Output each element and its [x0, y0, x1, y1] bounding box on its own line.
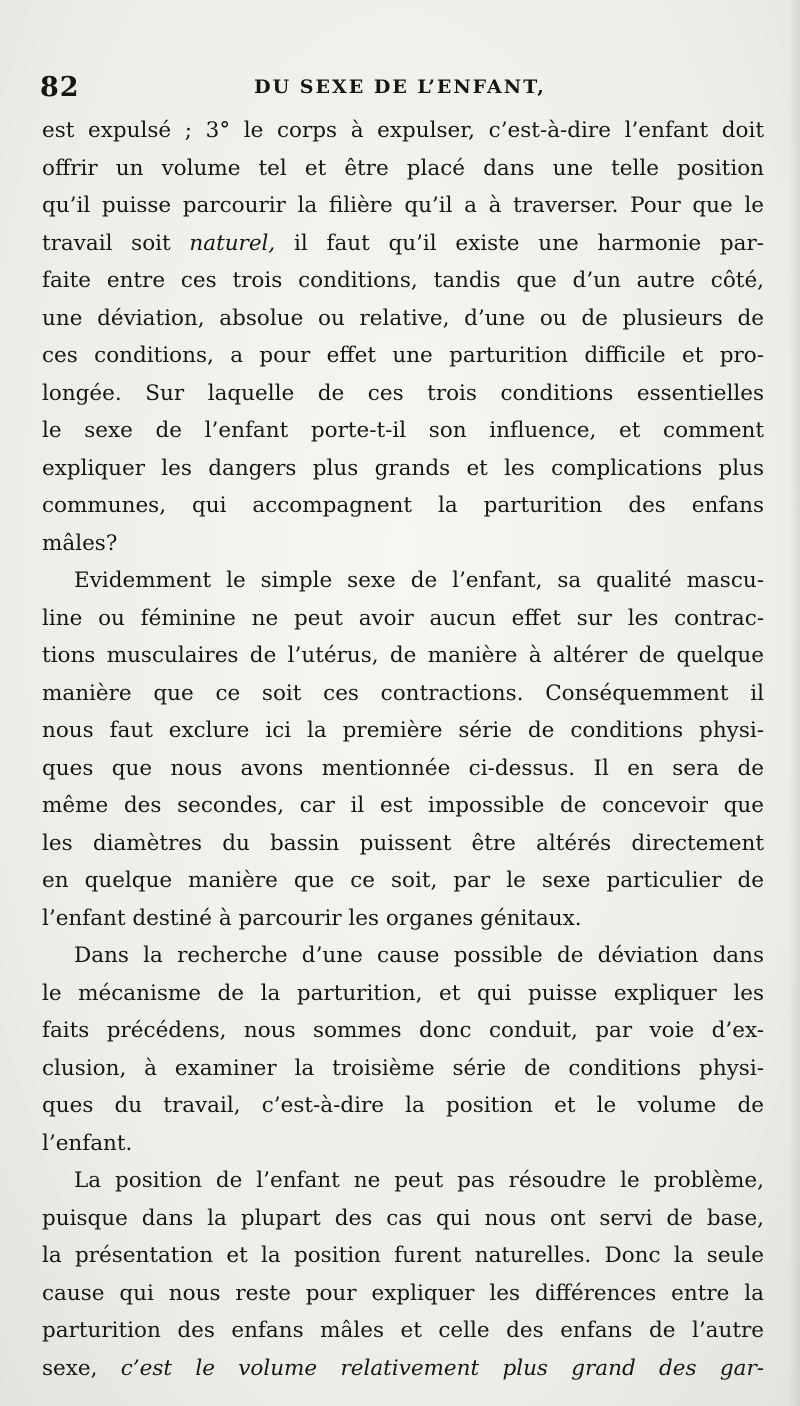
text-line: l’enfant destiné à parcourir les organes génitaux. — [42, 905, 582, 931]
text-line: communes, qui accompagnent la parturition des enfans — [42, 493, 764, 518]
paragraph — [42, 937, 764, 1162]
text-line — [42, 1350, 764, 1388]
text-line: ces conditions, a pour effet une parturition difficile et pro- — [42, 343, 764, 368]
italic-phrase: c’est le volume relativement plus grand des gar- — [120, 1355, 764, 1381]
running-head: DU SEXE DE L’ENFANT, — [254, 76, 546, 98]
page-edge-shadow — [788, 0, 800, 1406]
paragraph — [42, 1162, 764, 1387]
text-line: offrir un volume tel et être placé dans une telle position — [42, 155, 764, 181]
text-line: Dans la recherche d’une cause possible de déviation dans — [74, 943, 764, 968]
text-line: les diamètres du bassin puissent être altérés directement — [42, 830, 764, 856]
text-line: longée. Sur laquelle de ces trois conditions essentielles — [42, 380, 764, 406]
body-text — [42, 112, 764, 1387]
text-line: la présentation et la position furent naturelles. Donc la seule — [42, 1243, 764, 1268]
text-line: tions musculaires de l’utérus, de manière à altérer de quelque — [42, 643, 764, 668]
text-line: ques du travail, c’est-à-dire la position et le volume de — [42, 1093, 764, 1118]
text-line: le mécanisme de la parturition, et qui puisse expliquer les — [42, 980, 764, 1006]
text-segment: il faut qu’il existe une harmonie par- — [275, 230, 764, 256]
text-line: en quelque manière que ce soit, par le sexe particulier de — [42, 868, 764, 893]
text-line: est expulsé ; 3° le corps à expulser, c’est-à-dire l’enfant doit — [42, 118, 764, 143]
italic-word: naturel, — [189, 230, 276, 256]
paragraph — [42, 112, 764, 562]
text-line: une déviation, absolue ou relative, d’une ou de plusieurs de — [42, 305, 764, 331]
text-line: même des secondes, car il est impossible de concevoir que — [42, 793, 764, 818]
text-line — [42, 225, 764, 263]
text-line: cause qui nous reste pour expliquer les différences entre la — [42, 1280, 764, 1306]
text-line: parturition des enfans mâles et celle des enfans de l’autre — [42, 1318, 764, 1343]
text-line: line ou féminine ne peut avoir aucun effet sur les contrac- — [42, 605, 764, 631]
page-number: 82 — [40, 72, 80, 103]
text-line: faits précédens, nous sommes donc conduit, par voie d’ex- — [42, 1018, 764, 1043]
text-line: nous faut exclure ici la première série de conditions physi- — [42, 718, 764, 743]
page-header — [40, 72, 760, 106]
text-line: clusion, à examiner la troisième série de conditions physi- — [42, 1055, 764, 1081]
text-line: faite entre ces trois conditions, tandis que d’un autre côté, — [42, 268, 764, 293]
text-line: ques que nous avons mentionnée ci-dessus. Il en sera de — [42, 755, 764, 781]
paragraph — [42, 562, 764, 937]
text-line: puisque dans la plupart des cas qui nous ont servi de base, — [42, 1205, 764, 1231]
text-line: La position de l’enfant ne peut pas résoudre le problème, — [74, 1168, 764, 1193]
text-line: expliquer les dangers plus grands et les complications plus — [42, 455, 764, 481]
text-line: manière que ce soit ces contractions. Conséquemment il — [42, 680, 764, 706]
text-line: le sexe de l’enfant porte-t-il son influence, et comment — [42, 418, 764, 443]
text-segment: travail soit — [42, 230, 190, 256]
text-segment: sexe, — [42, 1355, 121, 1381]
text-line: qu’il puisse parcourir la filière qu’il a à traverser. Pour que le — [42, 193, 764, 218]
text-line: mâles? — [42, 530, 118, 556]
text-line: l’enfant. — [42, 1130, 133, 1156]
text-line: Evidemment le simple sexe de l’enfant, sa qualité mascu- — [74, 568, 764, 593]
